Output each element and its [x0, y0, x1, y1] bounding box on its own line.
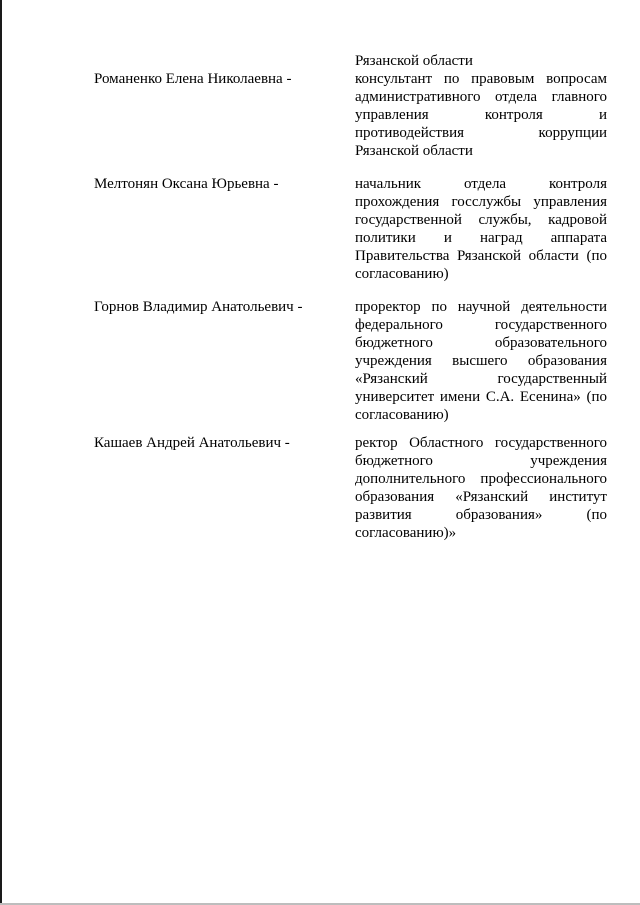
member-position: [355, 434, 607, 542]
position-line: Рязанской области: [355, 143, 473, 159]
continued-position-text: Рязанской области: [355, 53, 473, 69]
member-position: [355, 70, 607, 160]
position-line: «Рязанский государственный: [355, 371, 607, 387]
position-line: согласованию): [355, 407, 449, 423]
position-line: политики и наград аппарата: [355, 230, 607, 246]
position-line: согласованию): [355, 266, 449, 282]
position-line: ректор Областного государственного: [355, 435, 607, 451]
position-line: проректор по научной деятельности: [355, 299, 607, 315]
position-line: дополнительного профессионального: [355, 471, 607, 487]
position-line: противодействия коррупции: [355, 125, 607, 141]
position-line: Правительства Рязанской области (по: [355, 248, 607, 264]
position-line: прохождения госслужбы управления: [355, 194, 607, 210]
position-line: согласованию)»: [355, 525, 457, 541]
member-name: Кашаев Андрей Анатольевич -: [94, 435, 290, 451]
position-line: развития образования» (по: [355, 507, 607, 523]
position-line: учреждения высшего образования: [355, 353, 607, 369]
position-line: государственной службы, кадровой: [355, 212, 607, 228]
position-line: управления контроля и: [355, 107, 607, 123]
member-name: Горнов Владимир Анатольевич -: [94, 299, 303, 315]
position-line: начальник отдела контроля: [355, 176, 607, 192]
member-position: [355, 175, 607, 283]
position-line: образования «Рязанский институт: [355, 489, 607, 505]
position-line: федерального государственного: [355, 317, 607, 333]
position-line: университет имени С.А. Есенина» (по: [355, 389, 607, 405]
page-left-border: [0, 0, 2, 905]
position-line: бюджетного учреждения: [355, 453, 607, 469]
member-name: Романенко Елена Николаевна -: [94, 71, 292, 87]
member-position: [355, 298, 607, 424]
member-name: Мелтонян Оксана Юрьевна -: [94, 176, 279, 192]
position-line: административного отдела главного: [355, 89, 607, 105]
position-line: бюджетного образовательного: [355, 335, 607, 351]
position-line: консультант по правовым вопросам: [355, 71, 607, 87]
